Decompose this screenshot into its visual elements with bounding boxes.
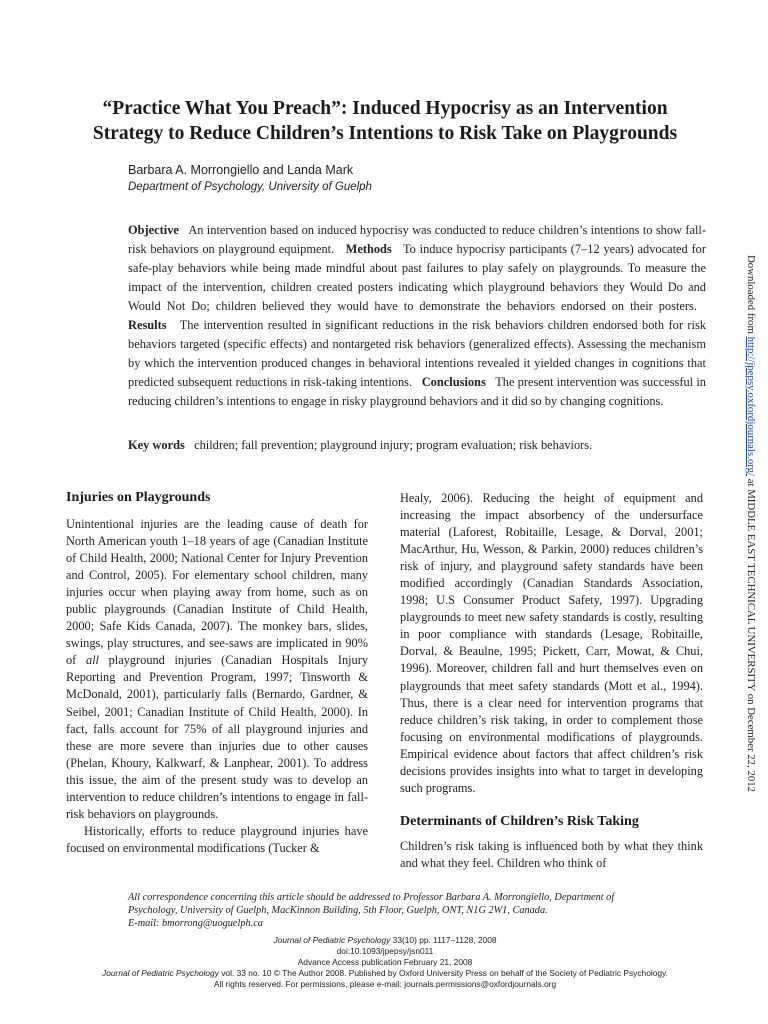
author-names: Barbara A. Morrongiello and Landa Mark [128,163,354,177]
paragraph: Healy, 2006). Reducing the height of equipment and increasing the impact absorbency of the undersurface material (Laforest, Robitaille, Lesage, & Dorval, 2001; MacArthur, Hu, Wesson, & Parkin, 2000) reduces children’s risk of injury, and playground safety standards have been modified accordingly (Canadian Standards Association, 1998; U.S Consumer Product Safety, 1997). Upgrading playgrounds to meet new safety standards is costly, resulting in poor compliance with standards (Lesage, Robitaille, Dorval, & Beaulne, 1995; Pickett, Carr, Mowat, & Chui, 1996). Moreover, children fall and hurt themselves even on playgrounds that meet safety standards (Mott et al., 1994). Thus, there is a clear need for intervention programs that reduce children’s risk taking, in order to complement those focusing on environmental modifications of playgrounds. Empirical evidence about factors that affect children’s risk decisions provides insights into what to target in developing such programs. [400,491,703,795]
footer-copyright [40,968,730,979]
section-heading-injuries: Injuries on Playgrounds [66,490,211,505]
left-column [66,516,368,857]
footer-citation-details: 33(10) pp. 1117–1128, 2008 [390,935,497,945]
paragraph: Children’s risk taking is influenced both by what they think and what they feel. Children who think of [400,839,703,871]
correspondence-note [128,891,708,930]
article-title [40,96,730,146]
watermark-suffix: at MIDDLE EAST TECHNICAL UNIVERSITY on December 22, 2012 [745,476,757,793]
footer-permissions: All rights reserved. For permissions, please e-mail: journals.permissions@oxfordjournals.org [213,979,557,989]
abstract [128,221,706,411]
keywords-label: Key words [128,438,185,452]
keywords [128,436,706,455]
right-column [400,490,703,797]
right-column-continued [400,838,703,872]
conclusions-label: Conclusions [421,375,486,389]
footer-citation [40,935,730,946]
journal-link[interactable]: http://jpepsy.oxfordjournals.org/ [745,336,757,477]
title-line-1: “Practice What You Preach”: Induced Hypocrisy as an Intervention [102,98,668,119]
methods-label: Methods [345,242,392,256]
footer-doi: doi:10.1093/jpepsy/jsn011 [336,946,434,956]
keywords-text: children; fall prevention; playground injury; program evaluation; risk behaviors. [194,438,593,452]
correspondence-line: All correspondence concerning this article should be addressed to Professor Barbara A. Morrongiello, Department of [128,892,615,903]
emphasis-all: all [85,653,99,668]
objective-label: Objective [128,223,179,237]
footer-copyright-text: vol. 33 no. 10 © The Author 2008. Published by Oxford University Press on behalf of the Society of Pediatric Psychology. [218,968,668,978]
results-text: The intervention resulted in significant reductions in the risk behaviors children endorsed both for risk behaviors targeted (specific effects) and nontargeted risk behaviors (generalized effects). Assessing the mechanism by which the intervention produced changes in behavioral intentions revealed it yielded changes in cognitions that predicted subsequent reductions in risk-taking intentions. [128,318,706,389]
section-heading-determinants: Determinants of Children’s Risk Taking [400,814,639,829]
results-label: Results [128,318,167,332]
footer-advance-access: Advance Access publication February 21, 2008 [297,957,473,967]
paragraph [66,516,368,823]
journal-footer [40,935,730,990]
watermark-prefix: Downloaded from [745,255,757,337]
author-affiliation: Department of Psychology, University of Guelph [128,181,372,193]
download-watermark [743,255,757,793]
correspondence-line: Psychology, University of Guelph, MacKinnon Building, 5th Floor, Guelph, ONT, N1G 2W1, Canada. [128,905,548,916]
journal-name: Journal of Pediatric Psychology [102,968,219,978]
paragraph-text: playground injuries (Canadian Hospitals Injury Reporting and Prevention Program, 1997; Tinsworth & McDonald, 2001), particularly falls (Bernardo, Gardner, & Seibel, 2001; Canadian Institute of Child Health, 2000). In fact, falls account for 75% of all playground injuries and these are more severe than injuries due to other causes (Phelan, Khoury, Kalkwarf, & Lanphear, 2001). To address this issue, the aim of the present study was to develop an intervention to reduce children’s intentions to engage in fall-risk behaviors on playgrounds. [66,653,368,821]
title-line-2: Strategy to Reduce Children’s Intentions to Risk Take on Playgrounds [92,123,678,144]
conclusions-text: The present intervention was successful in reducing children’s intentions to engage in risky playground behaviors and it did so by changing cognitions. [128,375,706,408]
paragraph-text: Unintentional injuries are the leading cause of death for North American youth 1–18 years of age (Canadian Institute of Child Health, 2000; National Center for Injury Prevention and Control, 2005). For elementary school children, many injuries occur when playing away from home, such as on public playgrounds (Canadian Institute of Child Health, 2000; Safe Kids Canada, 2007). The monkey bars, slides, swings, play structures, and see-saws are implicated in 90% of [66,517,368,668]
correspondence-email: E-mail: bmorrong@uoguelph.ca [128,918,263,929]
paragraph: Historically, efforts to reduce playground injuries have focused on environmental modifications (Tucker & [66,823,368,855]
methods-text: To induce hypocrisy participants (7–12 years) advocated for safe-play behaviors while being made mindful about past failures to play safely on playgrounds. To measure the impact of the intervention, children created posters indicating which playground behaviors they Would Do and Would Not Do; children believed they would have to demonstrate the behaviors endorsed on their posters. [128,242,707,313]
objective-text: An intervention based on induced hypocrisy was conducted to reduce children’s intentions to show fall-risk behaviors on playground equipment. [128,223,706,256]
journal-name: Journal of Pediatric Psychology [273,935,391,945]
